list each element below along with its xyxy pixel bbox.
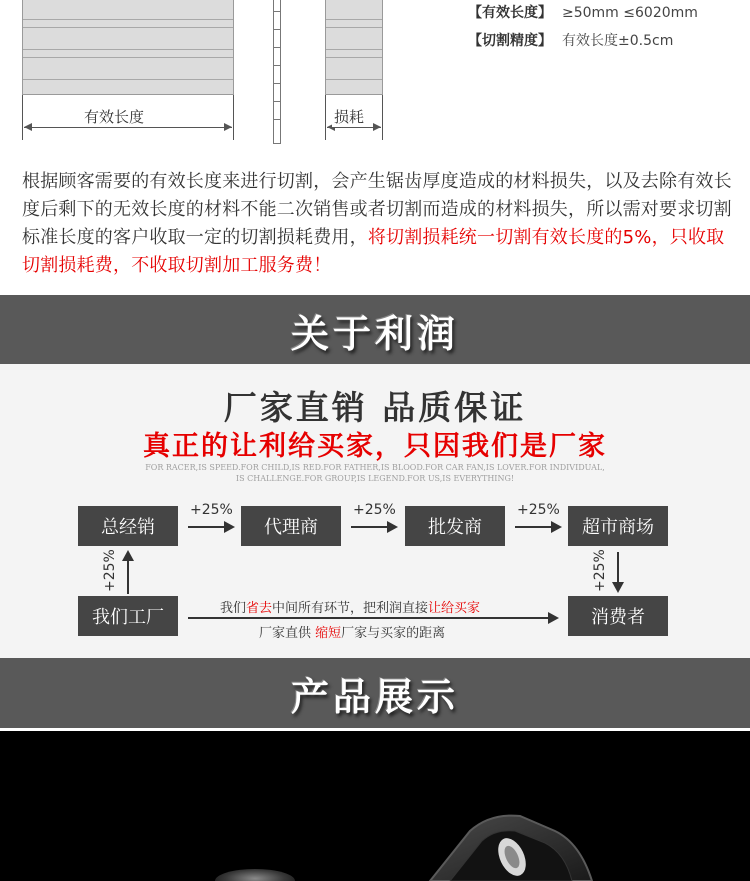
spec-value: ≥50mm ≤6020mm — [562, 5, 698, 21]
spec-key: 【切割精度】 — [468, 33, 552, 49]
note-highlight: 省去 — [246, 601, 273, 616]
arrow-head-icon — [551, 521, 562, 533]
about-english-tagline — [130, 462, 620, 484]
arrow-agent-to-wholesaler — [351, 526, 389, 528]
effective-length-board — [22, 0, 234, 95]
note-text: 中间所有环节，把利润直接 — [272, 601, 429, 616]
effective-length-label: 有效长度 — [84, 108, 145, 126]
cutting-fee-highlight: 将切割损耗统一切割有效长度的5%，只收取切割损耗费，不收取切割加工服务费！ — [22, 227, 725, 276]
spec-effective-length — [468, 2, 698, 22]
direct-sale-note-top — [220, 597, 480, 616]
node-factory: 我们工厂 — [78, 596, 178, 636]
loss-board — [325, 0, 383, 95]
arrow-wholesaler-to-supermarket — [515, 526, 553, 528]
cutting-diagram — [0, 0, 750, 160]
arrow-dealer-to-agent — [188, 526, 226, 528]
markup-label: +25% — [517, 502, 560, 518]
note-highlight: 缩短 — [315, 626, 342, 641]
arrow-factory-to-dealer — [127, 558, 129, 594]
spec-cut-precision — [468, 30, 673, 50]
product-display-banner — [0, 658, 750, 728]
product-display-banner-title: 产品展示 — [290, 674, 459, 719]
arrow-head-icon — [612, 582, 624, 593]
spec-value: 有效长度±0.5cm — [562, 33, 674, 49]
about-profit-banner — [0, 295, 750, 365]
markup-label: +25% — [353, 502, 396, 518]
node-wholesaler: 批发商 — [405, 506, 505, 546]
about-title: 厂家直销 品质保证 — [223, 388, 527, 427]
node-consumer: 消费者 — [568, 596, 668, 636]
effective-length-dimension — [24, 127, 232, 128]
arrow-head-icon — [224, 521, 235, 533]
direct-sale-note-bottom — [259, 622, 445, 641]
arrow-head-icon — [548, 612, 559, 624]
arrow-head-icon — [122, 550, 134, 561]
spec-key: 【有效长度】 — [468, 5, 552, 21]
note-highlight: 让给买家 — [428, 601, 481, 616]
arrow-supermarket-to-consumer — [617, 552, 619, 584]
markup-label: +25% — [592, 549, 608, 592]
cutting-fee-text: 根据顾客需要的有效长度来进行切割，会产生锯齿厚度造成的材料损失，以及去除有效长度后剩下的无效长度的材料不能二次销售或者切割而造成的材料损失，所以需对要求切割标准长度的客户收取一定的切割损耗费用， — [22, 171, 732, 248]
english-line-2: IS CHALLENGE.FOR GROUP,IS LEGEND.FOR US,IS EVERYTHING! — [235, 474, 515, 483]
node-agent: 代理商 — [241, 506, 341, 546]
loss-label: 损耗 — [334, 108, 365, 126]
arrow-factory-direct-to-consumer — [188, 617, 550, 619]
about-profit-section — [0, 364, 750, 658]
cutting-fee-paragraph — [22, 168, 732, 280]
arrow-head-icon — [387, 521, 398, 533]
product-photo — [0, 731, 750, 881]
note-text: 厂家与买家的距离 — [341, 626, 446, 641]
note-text: 我们 — [220, 601, 247, 616]
saw-blade-gap — [273, 0, 281, 144]
product-photo-illustration — [0, 731, 750, 881]
english-line-1: FOR RACER,IS SPEED.FOR CHILD,IS RED.FOR FATHER,IS BLOOD.FOR CAR FAN,IS LOVER.FOR INDIVIDUAL, — [145, 463, 605, 472]
about-subtitle: 真正的让利给买家，只因我们是厂家 — [143, 431, 607, 462]
note-text: 厂家直供 — [259, 626, 316, 641]
about-profit-banner-title: 关于利润 — [290, 311, 459, 356]
node-supermarket: 超市商场 — [568, 506, 668, 546]
markup-label: +25% — [102, 549, 118, 592]
markup-label: +25% — [190, 502, 233, 518]
node-general-dealer: 总经销 — [78, 506, 178, 546]
